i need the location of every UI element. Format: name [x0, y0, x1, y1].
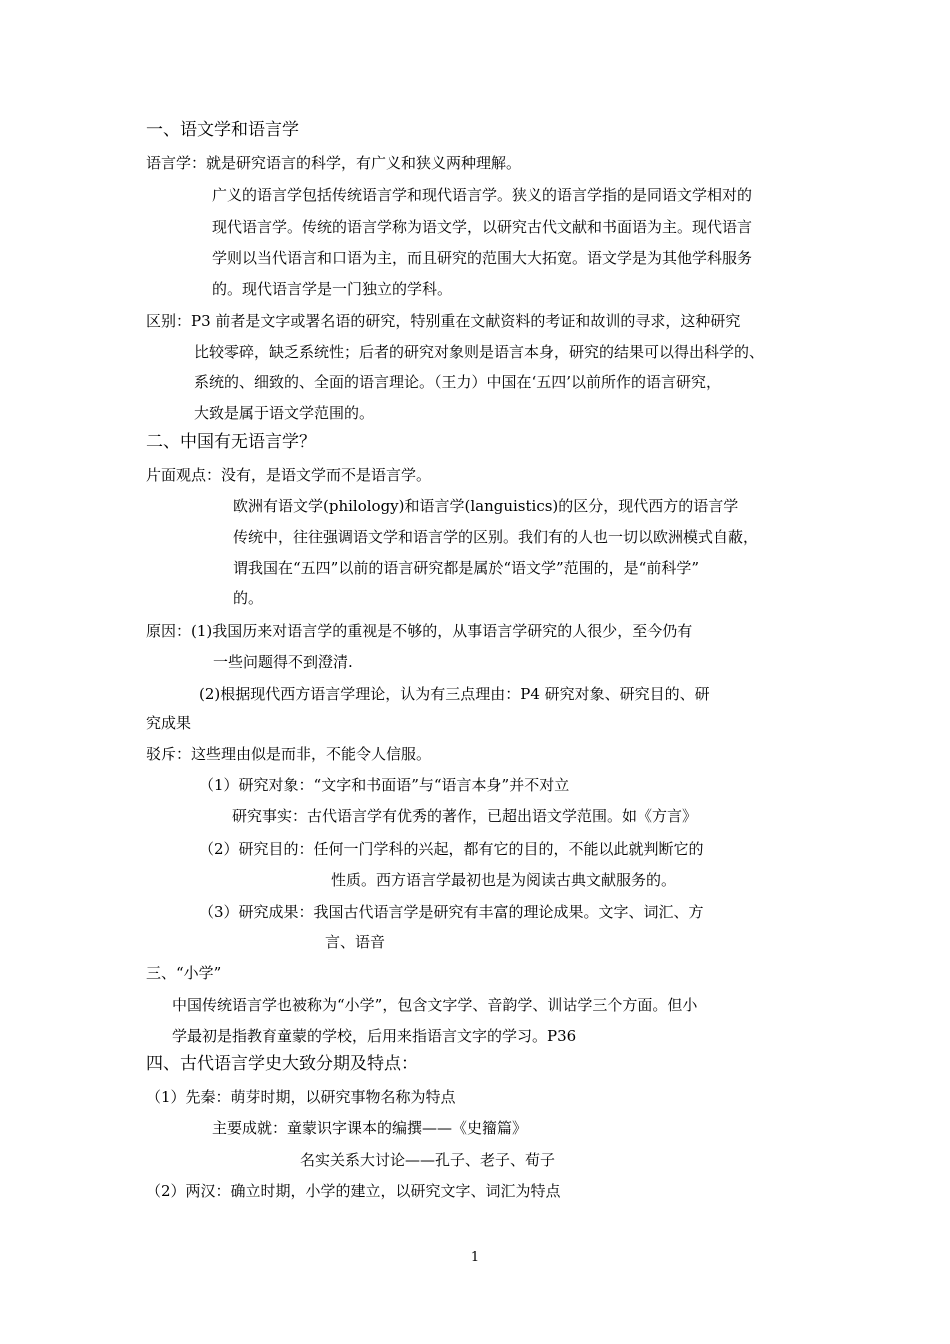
paragraph-line: 名实关系大讨论——孔子、老子、荀子 [300, 1151, 556, 1169]
heading-2: 二、中国有无语言学？ [146, 432, 316, 452]
paragraph-line: 主要成就：童蒙识字课本的编撰——《史籀篇》 [212, 1119, 528, 1137]
paragraph-line: 一些问题得不到澄清. [213, 653, 353, 671]
paragraph-line: 的。现代语言学是一门独立的学科。 [212, 280, 453, 298]
paragraph-line: 原因：(1)我国历来对语言学的重视是不够的，从事语言学研究的人很少，至今仍有 [146, 622, 693, 640]
paragraph-line: （2）研究目的：任何一门学科的兴起，都有它的目的，不能以此就判断它的 [199, 840, 704, 858]
paragraph-line: 区别：P3 前者是文字或署名语的研究，特别重在文献资料的考证和故训的寻求，这种研究 [146, 312, 741, 330]
paragraph-line: 性质。西方语言学最初也是为阅读古典文献服务的。 [331, 871, 677, 889]
paragraph-line: 系统的、细致的、全面的语言理论。（王力）中国在‘五四’以前所作的语言研究， [194, 373, 722, 391]
paragraph-line: 大致是属于语文学范围的。 [194, 404, 375, 422]
paragraph-line: (2)根据现代西方语言学理论，认为有三点理由：P4 研究对象、研究目的、研 [199, 685, 710, 703]
paragraph-line: 广义的语言学包括传统语言学和现代语言学。狭义的语言学指的是同语文学相对的 [212, 186, 753, 204]
paragraph-line: 中国传统语言学也被称为“小学”，包含文字学、音韵学、训诂学三个方面。但小 [172, 996, 698, 1014]
paragraph-line: 语言学：就是研究语言的科学，有广义和狭义两种理解。 [146, 154, 522, 172]
heading-1: 一、语文学和语言学 [146, 120, 299, 140]
paragraph-line: （3）研究成果：我国古代语言学是研究有丰富的理论成果。文字、词汇、方 [199, 903, 704, 921]
paragraph-line: 驳斥：这些理由似是而非，不能令人信服。 [146, 745, 432, 763]
paragraph-line: 比较零碎，缺乏系统性；后者的研究对象则是语言本身，研究的结果可以得出科学的、 [194, 343, 765, 361]
paragraph-line: 的。 [233, 589, 264, 607]
paragraph-line: （1）先秦：萌芽时期，以研究事物名称为特点 [146, 1088, 456, 1106]
paragraph-line: 片面观点：没有，是语文学而不是语言学。 [146, 466, 432, 484]
page-number: 1 [470, 1250, 480, 1265]
paragraph-line: 究成果 [146, 714, 192, 732]
paragraph-line: 学则以当代语言和口语为主，而且研究的范围大大拓宽。语文学是为其他学科服务 [212, 249, 753, 267]
paragraph-line: （2）两汉：确立时期，小学的建立，以研究文字、词汇为特点 [146, 1182, 561, 1200]
paragraph-line: 现代语言学。传统的语言学称为语文学，以研究古代文献和书面语为主。现代语言 [212, 218, 753, 236]
paragraph-line: 谓我国在“五四”以前的语言研究都是属於“语文学”范围的，是“前科学” [233, 559, 700, 577]
heading-3: 三、“小学” [146, 964, 222, 982]
paragraph-line: 研究事实：古代语言学有优秀的著作，已超出语文学范围。如《方言》 [232, 807, 698, 825]
paragraph-line: 传统中，往往强调语文学和语言学的区别。我们有的人也一切以欧洲模式自蔽， [233, 528, 759, 546]
paragraph-line: 学最初是指教育童蒙的学校，后用来指语言文字的学习。P36 [172, 1027, 577, 1045]
paragraph-line: 欧洲有语文学(philology)和语言学(languistics)的区分，现代西方的语言学 [233, 497, 739, 515]
paragraph-line: （1）研究对象：“文字和书面语”与“语言本身”并不对立 [199, 776, 570, 794]
heading-4: 四、古代语言学史大致分期及特点： [146, 1054, 418, 1074]
paragraph-line: 言、语音 [325, 933, 386, 951]
